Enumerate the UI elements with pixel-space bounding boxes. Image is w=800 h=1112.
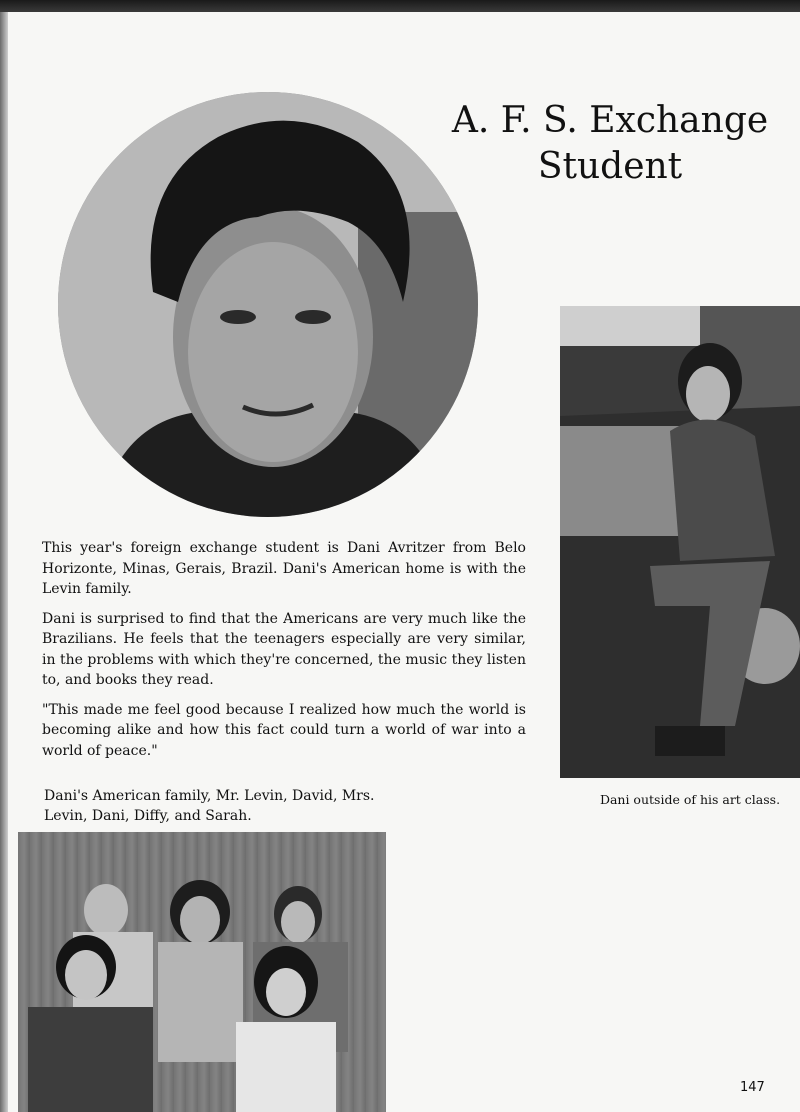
portrait-illustration	[58, 92, 478, 517]
page-binding-top	[0, 0, 800, 12]
family-illustration	[18, 832, 386, 1112]
family-photo	[18, 832, 386, 1112]
art-class-illustration	[560, 306, 800, 778]
title-line-2: Student	[537, 146, 683, 187]
portrait-photo	[58, 92, 478, 517]
paragraph-intro: This year's foreign exchange student is Dani Avritzer from Belo Horizonte, Minas, Gerais, Brazil. Dani's American home is with the Levin family.	[42, 540, 526, 597]
article-body	[42, 538, 526, 770]
page-title	[440, 98, 780, 190]
page-binding-left	[0, 12, 8, 1112]
art-class-photo-caption: Dani outside of his art class.	[599, 792, 781, 807]
paragraph-similarities: Dani is surprised to find that the Americans are very much like the Brazilians. He feels that the teenagers especially are very similar, in the problems with which they're concerned, the music they listen to, and books they read.	[42, 610, 526, 688]
page-number: 147	[740, 1080, 765, 1095]
title-line-1: A. F. S. Exchange	[451, 100, 769, 141]
family-photo-caption: Dani's American family, Mr. Levin, David, Mrs. Levin, Dani, Diffy, and Sarah.	[44, 788, 375, 824]
art-class-photo	[560, 306, 800, 778]
paragraph-quote: "This made me feel good because I realized how much the world is becoming alike and how this fact could turn a world of war into a world of peace."	[42, 701, 526, 759]
